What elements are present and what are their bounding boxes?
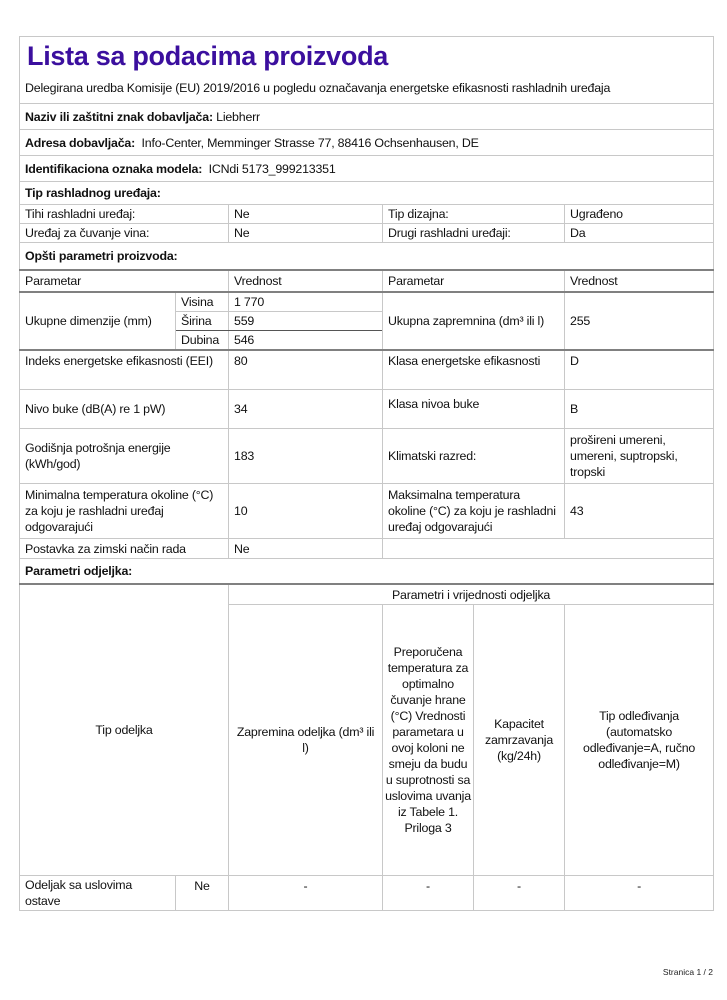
compartment-value: -	[565, 876, 714, 911]
column-header: Parametar	[20, 270, 229, 292]
title-cell	[20, 37, 714, 74]
dimension-value: 1 770	[229, 292, 383, 312]
compartment-value: -	[383, 876, 474, 911]
compartment-type-header: Tip odeljka	[20, 584, 229, 876]
parameter-label: Klasa nivoa buke	[383, 390, 565, 429]
column-header: Zapremina odeljka (dm³ ili l)	[229, 605, 383, 876]
dimension-value: 546	[229, 331, 383, 351]
parameter-row	[20, 390, 714, 429]
dimension-value: 559	[229, 312, 383, 331]
label: Tihi rashladni uređaj:	[20, 205, 229, 224]
address-label: Adresa dobavljača:	[25, 135, 136, 150]
compartment-row	[20, 876, 714, 911]
parameter-row	[20, 484, 714, 539]
column-header: Preporučena temperatura za optimalno čuvanje hrane (°C) Vrednosti parametara u ovoj koloni ne smeju da budu u suprotnosti sa uslovima uvanja iz Tabele 1. Priloga 3	[383, 605, 474, 876]
value: Ne	[229, 224, 383, 243]
compartment-name: Odeljak sa uslovima ostave	[20, 876, 176, 911]
general-header-row	[20, 270, 714, 292]
parameter-label: Klasa energetske efikasnosti	[383, 350, 565, 390]
compartment-group-header-row	[20, 584, 714, 605]
product-information-sheet	[19, 36, 713, 911]
parameter-row	[20, 350, 714, 390]
compartment-value: -	[229, 876, 383, 911]
winter-mode-label: Postavka za zimski način rada	[20, 539, 229, 559]
parameter-value: 34	[229, 390, 383, 429]
parameter-value: 80	[229, 350, 383, 390]
appliance-type-heading: Tip rashladnog uređaja:	[20, 182, 714, 205]
dimension-name: Širina	[176, 312, 229, 331]
label: Tip dizajna:	[383, 205, 565, 224]
page-title: Lista sa podacima proizvoda	[27, 41, 389, 71]
product-table	[19, 36, 714, 911]
volume-value: 255	[565, 292, 714, 350]
parameter-label: Indeks energetske efikasnosti (EEI)	[20, 350, 229, 390]
dimension-row	[20, 292, 714, 312]
parameter-value: 10	[229, 484, 383, 539]
compartment-group-header: Parametri i vrijednosti odjeljka	[229, 584, 714, 605]
address-value: Info-Center, Memminger Strasse 77, 88416 Ochsenhausen, DE	[141, 135, 479, 150]
parameter-value: 43	[565, 484, 714, 539]
parameter-label: Godišnja potrošnja energije (kWh/god)	[20, 429, 229, 484]
model-value: ICNdi 5173_999213351	[208, 161, 336, 176]
label: Drugi rashladni uređaji:	[383, 224, 565, 243]
model-label: Identifikaciona oznaka modela:	[25, 161, 203, 176]
dimension-name: Dubina	[176, 331, 229, 351]
page-number: Stranica 1 / 2	[662, 967, 713, 977]
column-header: Tip odleđivanja (automatsko odleđivanje=A, ručno odleđivanje=M)	[565, 605, 714, 876]
column-header: Parametar	[383, 270, 565, 292]
address-row	[20, 130, 714, 156]
winter-mode-row	[20, 539, 714, 559]
column-header: Vrednost	[229, 270, 383, 292]
parameter-value: B	[565, 390, 714, 429]
value: Da	[565, 224, 714, 243]
supplier-label: Naziv ili zaštitni znak dobavljača:	[25, 109, 213, 124]
parameter-label: Minimalna temperatura okoline (°C) za koju je rashladni uređaj odgovarajući	[20, 484, 229, 539]
parameter-value: 183	[229, 429, 383, 484]
parameter-label: Maksimalna temperatura okoline (°C) za koju je rashladni uređaj odgovarajući	[383, 484, 565, 539]
value: Ugrađeno	[565, 205, 714, 224]
label: Uređaj za čuvanje vina:	[20, 224, 229, 243]
compartment-value: -	[474, 876, 565, 911]
dimension-name: Visina	[176, 292, 229, 312]
supplier-value: Liebherr	[216, 109, 260, 124]
regulation-subtitle: Delegirana uredba Komisije (EU) 2019/2016 u pogledu označavanja energetske efikasnosti rashladnih uređaja	[20, 73, 714, 104]
compartment-parameters-heading: Parametri odjeljka:	[20, 559, 714, 585]
supplier-row	[20, 104, 714, 130]
parameter-row	[20, 429, 714, 484]
empty-cell	[383, 539, 714, 559]
column-header: Vrednost	[565, 270, 714, 292]
model-row	[20, 156, 714, 182]
winter-mode-value: Ne	[229, 539, 383, 559]
parameter-value: prošireni umereni, umereni, suptropski, tropski	[565, 429, 714, 484]
parameter-value: D	[565, 350, 714, 390]
compartment-present: Ne	[176, 876, 229, 911]
dimensions-label: Ukupne dimenzije (mm)	[20, 292, 176, 350]
appliance-type-row	[20, 224, 714, 243]
general-parameters-heading: Opšti parametri proizvoda:	[20, 243, 714, 271]
parameter-label: Klimatski razred:	[383, 429, 565, 484]
value: Ne	[229, 205, 383, 224]
volume-label: Ukupna zapremnina (dm³ ili l)	[383, 292, 565, 350]
parameter-label: Nivo buke (dB(A) re 1 pW)	[20, 390, 229, 429]
column-header: Kapacitet zamrzavanja (kg/24h)	[474, 605, 565, 876]
appliance-type-row	[20, 205, 714, 224]
